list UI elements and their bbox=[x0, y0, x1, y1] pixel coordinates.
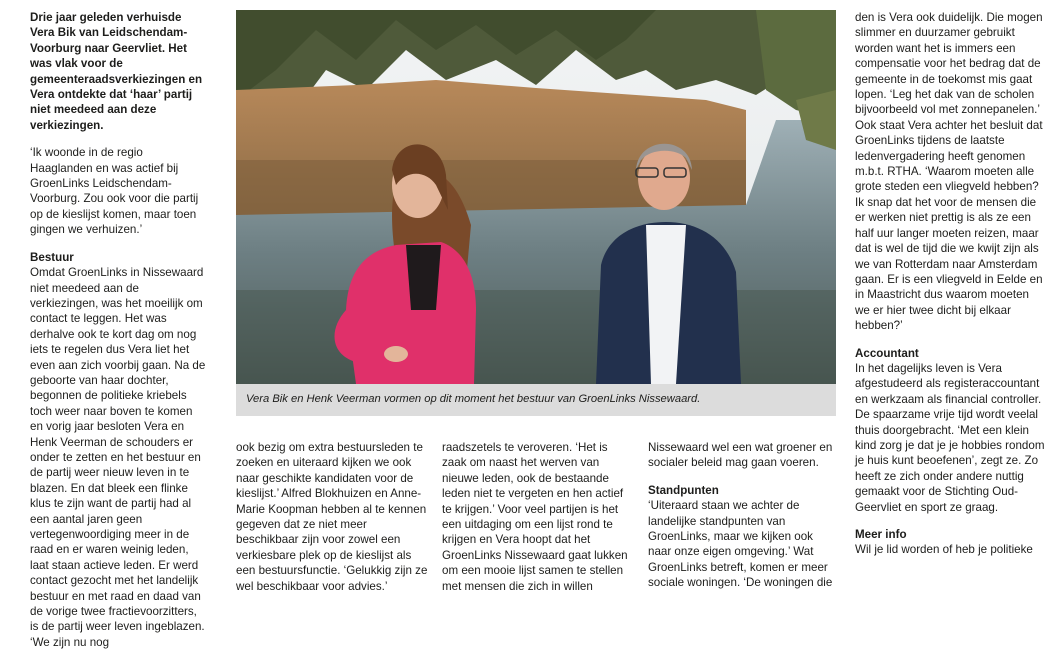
body-paragraph: raadszetels te veroveren. ‘Het is zaak om naast het werven van nieuwe leden, ook de bestaande leden niet te vergeten en hen actief te krijgen.’ Voor veel partijen is het een uitdaging om een lijst rond te krijgen en Vera hoopt dat het GroenLinks Nissewaard gaat lukken om een mooie lijst samen te stellen met mensen die zich in willen bbox=[442, 441, 628, 593]
article-column-2 bbox=[236, 440, 428, 606]
intro-paragraph: Drie jaar geleden verhuisde Vera Bik van Leidschendam-Voorburg naar Geervliet. Het was vlak voor de gemeenteraadsverkiezingen en Vera ontdekte dat ‘haar’ partij niet meedeed aan deze verkiezingen. bbox=[30, 11, 203, 132]
section-heading-standpunten: Standpunten bbox=[648, 483, 719, 497]
body-paragraph: den is Vera ook duidelijk. Die mogen slimmer en duurzamer gebruikt worden want het is immers een compensatie voor het bedrag dat de gemeente in de toekomst mis gaat lopen. ‘Leg het dak van de scholen bijvoorbeeld vol met zonnepanelen.’ Ook staat Vera achter het besluit dat GroenLinks tijdens de laatste ledenvergadering heeft genomen m.b.t. RTHA. ‘Waarom moeten alle grote steden een vliegveld hebben? Ik snap dat het voor de mensen die er werken niet prettig is als ze een half uur langer moeten reizen, maar dat is wel de tijd die we kwijt zijn als we van Rotterdam naar Amsterdam gaan. Er is een vliegveld in Eelde en in Maastricht dus waarom moeten we er hier twee dicht bij elkaar hebben?’ bbox=[855, 11, 1043, 333]
quote-paragraph: ‘Ik woonde in de regio Haaglanden en was actief bij GroenLinks Leidschendam-Voorburg. Zou ook voor die partij op de kieslijst komen, maar toen gingen we verhuizen.’ bbox=[30, 146, 199, 237]
section-heading-accountant: Accountant bbox=[855, 346, 919, 360]
section-heading-meer-info: Meer info bbox=[855, 528, 907, 541]
body-paragraph: Wil je lid worden of heb je politieke bbox=[855, 543, 1033, 557]
body-paragraph: In het dagelijks leven is Vera afgestudeerd als registeraccountant en werkzaam als financial controller. De spaarzame vrije tijd wordt veelal thuis doorgebracht. ‘Met een klein kind zorg je dat je je hobbies rondom je huis kunt beoefenen’, zegt ze. Zo heeft ze zich onder andere nuttig gemaakt voor de Stichting Oud-Geervliet en sport ze graag. bbox=[855, 361, 1045, 514]
photo-caption: Vera Bik en Henk Veerman vormen op dit moment het bestuur van GroenLinks Nissewaard. bbox=[236, 384, 836, 416]
article-column-3 bbox=[442, 440, 634, 606]
article-column-4 bbox=[648, 440, 838, 603]
body-paragraph: Nissewaard wel een wat groener en socialer beleid mag gaan voeren. bbox=[648, 441, 833, 470]
body-paragraph: Omdat GroenLinks in Nissewaard niet meedeed aan de verkiezingen, was het moeilijk om contact te leggen. Het was derhalve ook te kort dag om nog iets te regelen dus Vera liet het even aan zich voorbij gaan. Na de geboorte van haar dochter, begonnen de politieke kriebels toch weer naar boven te komen en vorig jaar besloten Vera en Henk Veerman de schouders er onder te zetten en het bestuur en de partij weer nieuw leven in te blazen. En dat bleek een flinke klus te zijn want de partij had al een aantal jaren geen vertegenwoordiging meer in de raad en er waren weinig leden, laat staan actieve leden. Er werd contact gezocht met het landelijk bestuur en met raad en daad van de vorige twee fractievoorzitters, is de partij weer leven ingeblazen. ‘We zijn nu nog bbox=[30, 266, 206, 649]
body-paragraph: ook bezig om extra bestuursleden te zoeken en uiteraard kijken we ook naar geschikte kandidaten voor de kieslijst.’ Alfred Blokhuizen en Anne-Marie Koopman hebben al te kennen gegeven dat ze niet meer beschikbaar zijn voor zowel een verkiesbare plek op de kieslijst als een bestuursfunctie. ‘Gelukkig zijn ze wel beschikbaar voor advies.’ bbox=[236, 441, 428, 593]
body-paragraph: ‘Uiteraard staan we achter de landelijke standpunten van GroenLinks, maar we kijken ook naar onze eigen omgeving.’ Wat GroenLinks betreft, komen er meer sociale woningen. ‘De woningen die bbox=[648, 499, 833, 590]
section-heading-bestuur: Bestuur bbox=[30, 250, 74, 264]
article-column-5 bbox=[855, 10, 1045, 570]
article-photo bbox=[236, 10, 836, 384]
article-column-1 bbox=[30, 10, 208, 662]
